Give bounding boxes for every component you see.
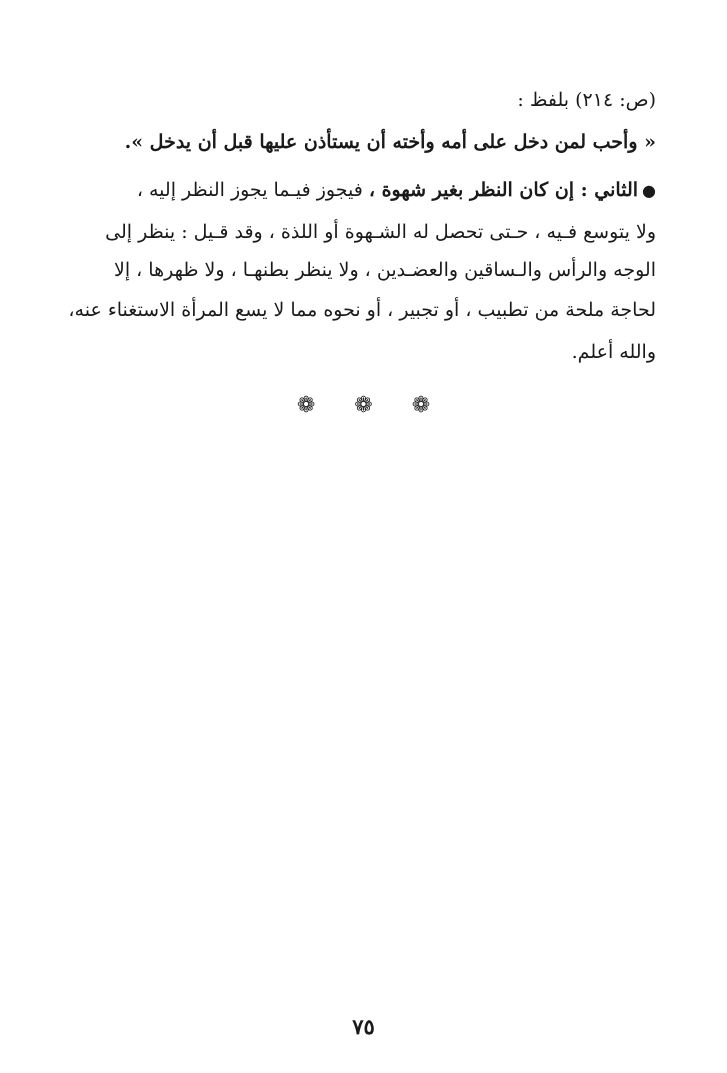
quote-line: [50, 130, 656, 154]
body-text: [50, 88, 656, 378]
bullet-icon: ●: [642, 181, 656, 200]
paragraph-line: [50, 220, 656, 244]
second-point-line: [50, 178, 656, 203]
flower-ornament-icon: ❁: [296, 393, 316, 418]
reference-text: (ص: ٢١٤) بلفظ :: [517, 89, 656, 111]
second-point-heading: الثاني : إن كان النظر بغير شهوة ،: [368, 179, 639, 201]
reference-line: [50, 88, 656, 112]
flower-ornament-icon: ❁: [354, 393, 373, 418]
closing-text: والله أعلم.: [571, 341, 656, 363]
paragraph-line: [50, 258, 656, 282]
paragraph-text: الوجه والرأس والـساقين والعضـدين ، ولا ينظر بطنهـا ، ولا ظهرها ، إلا: [113, 259, 656, 281]
paragraph-text: لحاجة ملحة من تطبيب ، أو تجبير ، أو نحوه مما لا يسع المرأة الاستغناء عنه،: [68, 299, 656, 321]
paragraph-text: ولا يتوسع فـيه ، حـتى تحصل له الشـهوة أو اللذة ، وقد قـيل : ينظر إلى: [105, 221, 656, 243]
section-divider: [0, 393, 727, 418]
paragraph-line: [50, 298, 656, 322]
page-number: ٧٥: [352, 1014, 375, 1039]
second-point-text: فيجوز فيـما يجوز النظر إليه ،: [136, 179, 363, 201]
flower-ornament-icon: ❁: [411, 393, 431, 418]
closing-line: [50, 340, 656, 364]
quote-text: « وأحب لمن دخل على أمه وأخته أن يستأذن عليها قبل أن يدخل ».: [124, 131, 656, 153]
